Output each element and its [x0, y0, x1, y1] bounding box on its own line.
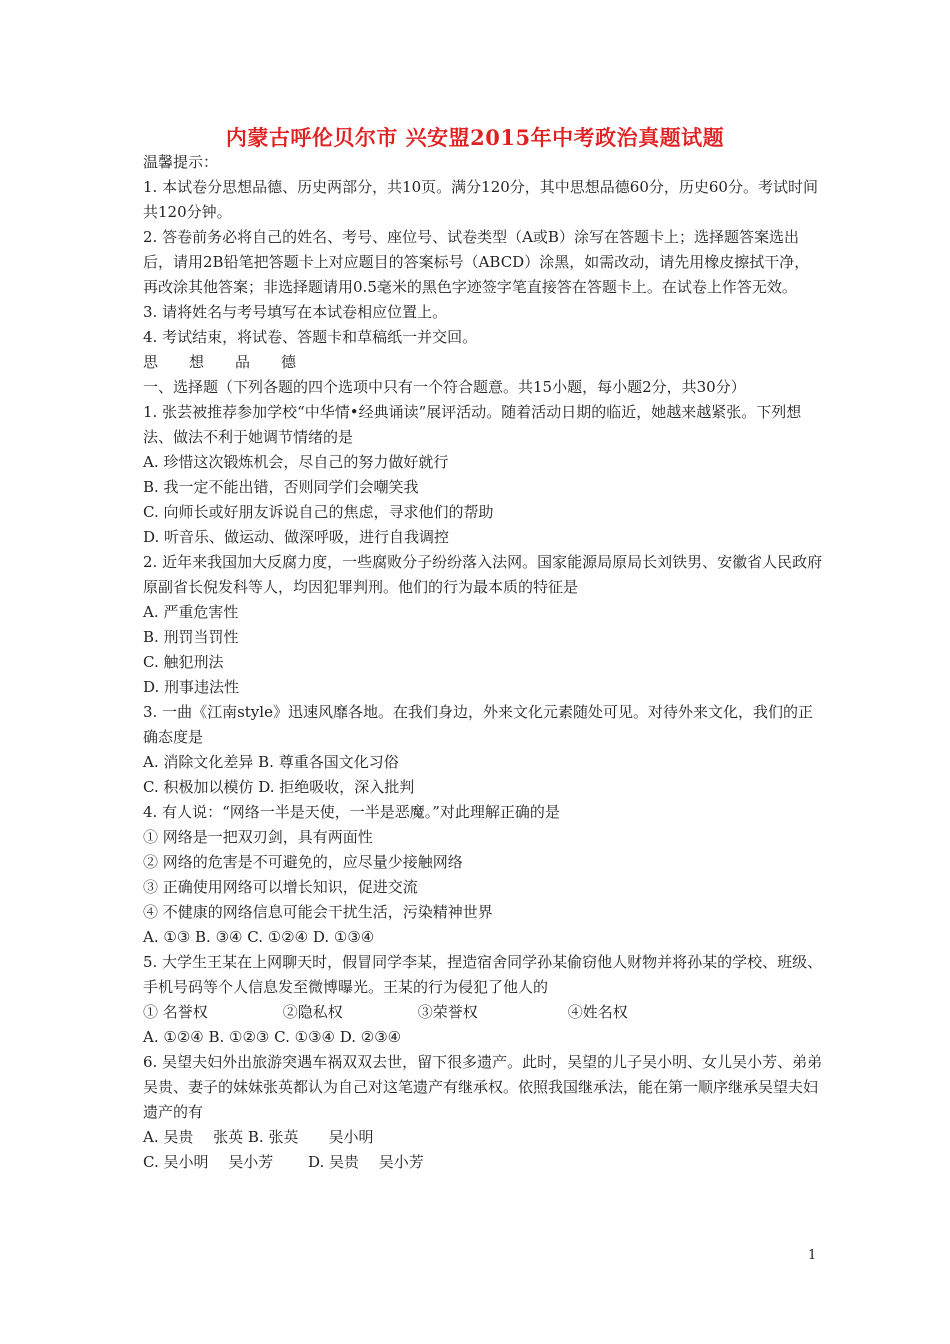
tip-item: 2. 答卷前务必将自己的姓名、考号、座位号、试卷类型（A或B）涂写在答题卡上；选择题答案选出后，请用2B铅笔把答题卡上对应题目的答案标号（ABCD）涂黑，如需改动，请先用橡皮擦拭干净，再改涂其他答案；非选择题请用0.5毫米的黑色字迹签字笔直接答在答题卡上。在试卷上作答无效。 — [143, 228, 810, 296]
question-2 — [143, 550, 823, 700]
part-heading: 一、选择题（下列各题的四个选项中只有一个符合题意。共15小题，每小题2分，共30分） — [143, 378, 746, 396]
question-1 — [143, 400, 823, 550]
question-option: ② 网络的危害是不可避免的，应尽量少接触网络 — [143, 853, 463, 871]
question-stem: 3. 一曲《江南style》迅速风靡各地。在我们身边，外来文化元素随处可见。对待外来文化，我们的正确态度是 — [143, 703, 813, 746]
question-option: A. ①③ B. ③④ C. ①②④ D. ①③④ — [143, 928, 375, 946]
question-5 — [143, 950, 823, 1050]
section-heading: 思 想 品 德 — [143, 353, 297, 371]
question-option: B. 刑罚当罚性 — [143, 628, 239, 646]
question-option: A. 吴贵 张英 B. 张英 吴小明 — [143, 1128, 374, 1146]
question-stem: 2. 近年来我国加大反腐力度，一些腐败分子纷纷落入法网。国家能源局原局长刘铁男、安徽省人民政府原副省长倪发科等人，均因犯罪判刑。他们的行为最本质的特征是 — [143, 553, 823, 596]
question-option: A. ①②④ B. ①②③ C. ①③④ D. ②③④ — [143, 1028, 402, 1046]
question-option: ④ 不健康的网络信息可能会干扰生活，污染精神世界 — [143, 903, 493, 921]
question-3 — [143, 700, 823, 800]
question-stem: 1. 张芸被推荐参加学校“中华情•经典诵读”展评活动。随着活动日期的临近，她越来越紧张。下列想法、做法不利于她调节情绪的是 — [143, 403, 802, 446]
question-stem: 4. 有人说：“网络一半是天使，一半是恶魔。”对此理解正确的是 — [143, 803, 560, 821]
page-number: 1 — [808, 1248, 817, 1263]
question-option: D. 刑事违法性 — [143, 678, 240, 696]
question-option: A. 严重危害性 — [143, 603, 239, 621]
question-option: C. 积极加以模仿 D. 拒绝吸收，深入批判 — [143, 778, 415, 796]
page-title: 内蒙古呼伦贝尔市 兴安盟2015年中考政治真题试题 — [225, 125, 725, 150]
question-option: ① 名誉权 ②隐私权 ③荣誉权 ④姓名权 — [143, 1003, 628, 1021]
question-stem: 5. 大学生王某在上网聊天时，假冒同学李某，捏造宿舍同学孙某偷窃他人财物并将孙某的学校、班级、手机号码等个人信息发至微博曝光。王某的行为侵犯了他人的 — [143, 953, 823, 996]
question-option: ③ 正确使用网络可以增长知识，促进交流 — [143, 878, 418, 896]
question-option: C. 向师长或好朋友诉说自己的焦虑，寻求他们的帮助 — [143, 503, 494, 521]
question-option: B. 我一定不能出错，否则同学们会嘲笑我 — [143, 478, 419, 496]
question-option: ① 网络是一把双刃剑，具有两面性 — [143, 828, 373, 846]
question-option: C. 触犯刑法 — [143, 653, 224, 671]
document-body — [143, 150, 823, 1175]
tips-heading: 温馨提示： — [143, 153, 219, 171]
question-6 — [143, 1050, 823, 1175]
question-stem: 6. 吴望夫妇外出旅游突遇车祸双双去世，留下很多遗产。此时，吴望的儿子吴小明、女儿吴小芳、弟弟吴贵、妻子的妹妹张英都认为自己对这笔遗产有继承权。依照我国继承法，能在第一顺序继承吴望夫妇遗产的有 — [143, 1053, 823, 1121]
tip-item: 4. 考试结束，将试卷、答题卡和草稿纸一并交回。 — [143, 328, 478, 346]
question-option: D. 听音乐、做运动、做深呼吸，进行自我调控 — [143, 528, 450, 546]
question-option: A. 消除文化差异 B. 尊重各国文化习俗 — [143, 753, 399, 771]
tip-item: 1. 本试卷分思想品德、历史两部分，共10页。满分120分，其中思想品德60分，历史60分。考试时间共120分钟。 — [143, 178, 818, 221]
question-4 — [143, 800, 823, 950]
tip-item: 3. 请将姓名与考号填写在本试卷相应位置上。 — [143, 303, 448, 321]
question-option: C. 吴小明 吴小芳 D. 吴贵 吴小芳 — [143, 1153, 424, 1171]
question-option: A. 珍惜这次锻炼机会，尽自己的努力做好就行 — [143, 453, 449, 471]
